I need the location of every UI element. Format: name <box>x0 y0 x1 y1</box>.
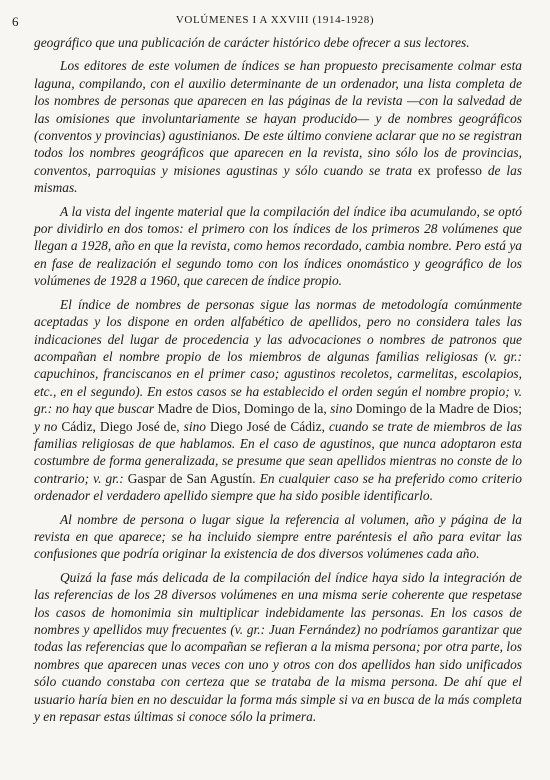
italic-text: geográfico que una publicación de carácter histórico debe ofrecer a sus lectores. <box>34 35 470 50</box>
page-number: 6 <box>12 14 19 29</box>
italic-text: de las mismas. <box>34 162 522 196</box>
roman-text: Cádiz, Diego José de, <box>61 418 180 434</box>
paragraph <box>34 57 522 196</box>
roman-text: Madre de Dios, Domingo de la, <box>157 401 327 417</box>
italic-text: Quizá la fase más delicada de la compilación del índice haya sido la integración de las referencias de los 28 diversos volúmenes en una misma serie coherente que respetase los casos de homonimia sin multiplicar indebidamente las personas. En los casos de nombres y apellidos muy frecuentes (v. gr.: Juan Fernández) no podríamos garantizar que todas las referencias que lo acompañan se refieran a la misma persona; por otra parte, los nombres que aparecen unas veces con uno y otros con dos apellidos han sido unificados sólo cuando constaba con certeza que se trataba de la misma persona. De ahí que el usuario haría bien en no descuidar la forma más simple si va en busca de la más completa y en repasar estas últimas si conoce sólo la primera. <box>34 569 522 725</box>
paragraph <box>34 296 522 505</box>
italic-text: A la vista del ingente material que la compilación del índice iba acumulando, se optó por dividirlo en dos tomos: el primero con los índices de los primeros 28 volúmenes que llegan a 1928, año en que la revista, como hemos recordado, cambia nombre. Pero está ya en fase de realización el segundo tomo con los índices onomástico y geográfico de los volúmenes de 1928 a 1960, que carecen de índice propio. <box>34 203 522 289</box>
paragraph <box>34 569 522 726</box>
italic-text: El índice de nombres de personas sigue las normas de metodología comúnmente aceptadas y los dispone en orden alfabético de apellidos, pero no considera tales las indicaciones del lugar de procedencia y las advocaciones o nombres de patronos que acompañan el nombre propio de los miembros de algunas familias religiosas (v. gr.: capuchinos, franciscanos en el primer caso; agustinos recoletos, carmelitas, escolapios, etc., en el segundo). En estos casos se ha establecido el orden según el nombre propio; v. gr.: no hay que buscar <box>34 296 522 417</box>
italic-text: Los editores de este volumen de índices se han propuesto precisamente colmar esta laguna, compilando, con el auxilio determinante de un ordenador, una lista completa de los nombres de personas que aparecen en las páginas de la revista —con la salvedad de las omisiones que involuntariamente se hayan producido— y de nombres geográficos (conventos y provincias) agustinianos. De este último conviene aclarar que no se registran todos los nombres geográficos que aparecen en la revista, sino sólo los de provincias, conventos, parroquias y misiones agustinas y sólo cuando se trata <box>34 58 522 178</box>
italic-text: En cualquier caso se ha preferido como criterio ordenador el verdadero apellido siempre que ha sido posible identificarlo. <box>34 470 522 504</box>
paragraph <box>34 511 522 563</box>
roman-text: Diego José de Cádiz, <box>209 418 325 434</box>
italic-text: sino <box>326 401 356 417</box>
italic-text: cuando se trate de miembros de las familias religiosas de que hablamos. En el caso de agustinos, que nunca adoptaron esta costumbre de forma generalizada, se presume que sean apellidos mientras no conste de lo contrario; v. gr.: <box>34 418 522 486</box>
paragraph <box>34 203 522 290</box>
italic-text: Al nombre de persona o lugar sigue la referencia al volumen, año y página de la revista en que aparece; se ha incluido siempre entre paréntesis el año para evitar las confusiones que podría originar la existencia de dos diversos volúmenes cada año. <box>34 511 522 562</box>
italic-text: y no <box>34 418 62 434</box>
page-header <box>0 8 550 29</box>
roman-text: Domingo de la Madre de Dios; <box>355 401 522 417</box>
running-head: VOLÚMENES I A XXVIII (1914-1928) <box>175 14 375 26</box>
italic-text: sino <box>179 418 210 434</box>
body-text <box>34 34 522 731</box>
roman-text: Gaspar de San Agustín. <box>127 470 256 486</box>
roman-text: ex professo <box>418 162 482 178</box>
paragraph <box>34 34 522 51</box>
